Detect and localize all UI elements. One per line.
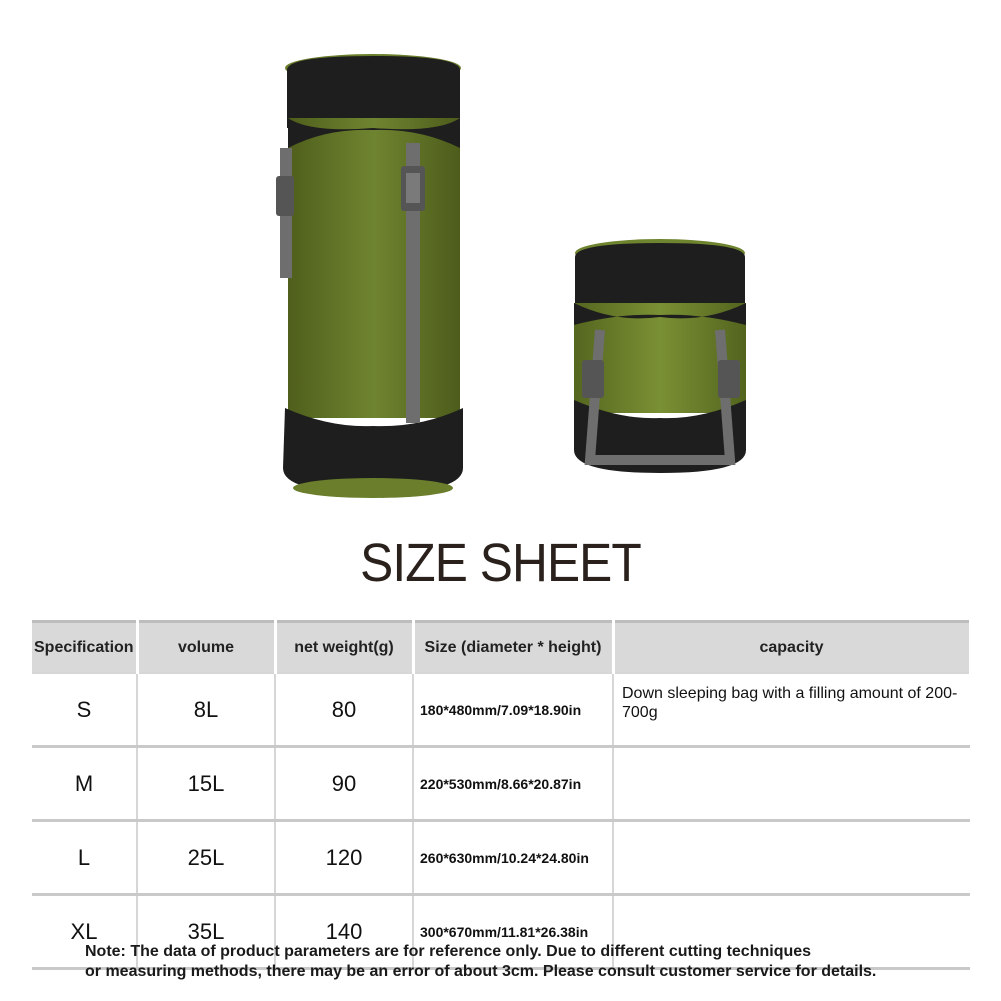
- weight-cell: 140: [275, 895, 413, 969]
- spec-cell: L: [32, 821, 137, 895]
- header-capacity: capacity: [613, 622, 970, 674]
- capacity-cell: [613, 821, 970, 895]
- compression-bag-large-image: [270, 48, 475, 503]
- weight-cell: 90: [275, 747, 413, 821]
- volume-cell: 25L: [137, 821, 275, 895]
- disclaimer-note: [85, 942, 965, 982]
- header-size: Size (diameter * height): [413, 622, 613, 674]
- header-specification: Specification: [32, 622, 137, 674]
- compression-bag-small-image: [560, 235, 760, 480]
- table-row: [32, 673, 970, 747]
- capacity-cell: [613, 747, 970, 821]
- size-cell: 260*630mm/10.24*24.80in: [413, 821, 613, 895]
- size-cell: 220*530mm/8.66*20.87in: [413, 747, 613, 821]
- page-title: SIZE SHEET: [360, 533, 641, 593]
- weight-cell: 120: [275, 821, 413, 895]
- table-header-row: [32, 622, 970, 674]
- spec-cell: XL: [32, 895, 137, 969]
- size-cell: 300*670mm/11.81*26.38in: [413, 895, 613, 969]
- spec-cell: S: [32, 673, 137, 747]
- capacity-cell: Down sleeping bag with a filling amount of 200-700g: [613, 673, 970, 747]
- table-row: [32, 747, 970, 821]
- note-line-1: Note: The data of product parameters are for reference only. Due to different cutting techniques: [85, 943, 812, 960]
- size-table: [32, 620, 972, 970]
- size-cell: 180*480mm/7.09*18.90in: [413, 673, 613, 747]
- weight-cell: 80: [275, 673, 413, 747]
- table-row: [32, 821, 970, 895]
- note-line-2: or measuring methods, there may be an error of about 3cm. Please consult customer service for details.: [85, 963, 877, 980]
- volume-cell: 35L: [137, 895, 275, 969]
- header-net-weight: net weight(g): [275, 622, 413, 674]
- spec-cell: M: [32, 747, 137, 821]
- volume-cell: 15L: [137, 747, 275, 821]
- volume-cell: 8L: [137, 673, 275, 747]
- header-volume: volume: [137, 622, 275, 674]
